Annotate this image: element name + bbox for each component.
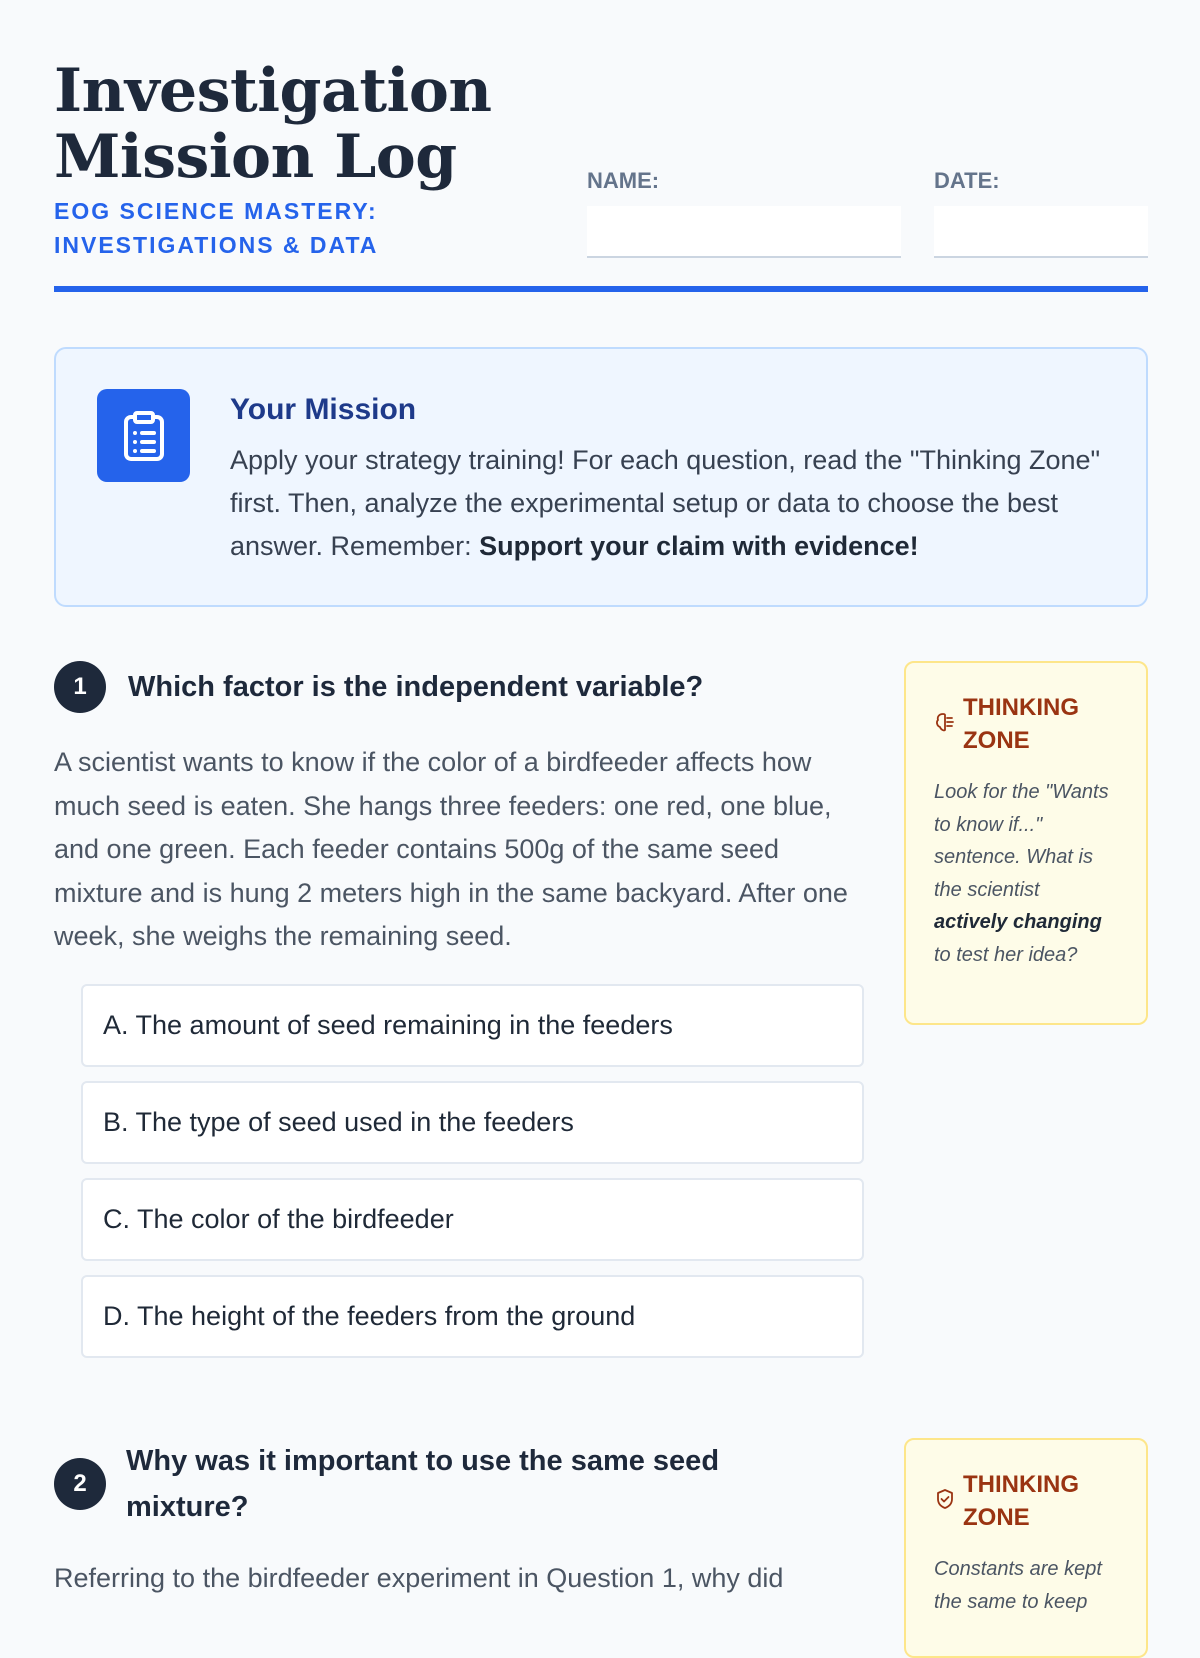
thinking-zone-2 <box>904 1438 1148 1658</box>
question-2-title: Why was it important to use the same seed mixture? <box>126 1445 720 1523</box>
question-1-number: 1 <box>54 661 106 713</box>
header-divider <box>54 286 1148 292</box>
title-line-1: Investigation <box>54 56 492 126</box>
thinking-zone-2-title: THINKING ZONE <box>963 1471 1079 1531</box>
name-label: NAME: <box>587 168 660 193</box>
worksheet-header <box>54 58 1148 294</box>
thinking-zone-1 <box>904 661 1148 1025</box>
clipboard-icon <box>97 389 190 482</box>
question-1-title: Which factor is the independent variable? <box>128 671 704 703</box>
question-1-option-c[interactable]: C. The color of the birdfeeder <box>81 1178 864 1261</box>
question-1-option-b[interactable]: B. The type of seed used in the feeders <box>81 1081 864 1164</box>
thinking-zone-1-text-bold: actively changing <box>934 911 1102 933</box>
subtitle-line-1: EOG SCIENCE MASTERY: <box>54 198 378 224</box>
question-2-text: Referring to the birdfeeder experiment in Question 1, why did <box>54 1563 784 1593</box>
brain-icon <box>934 711 956 733</box>
title-line-2: Mission Log <box>54 122 457 192</box>
date-label: DATE: <box>934 168 1000 193</box>
page-subtitle <box>54 194 454 262</box>
question-1-text: A scientist wants to know if the color of a birdfeeder affects how much seed is eaten. She hangs three feeders: one red, one blue, and one green. Each feeder contains 500g of the same seed mixture and is hung 2 meters high in the same backyard. After one week, she weighs the remaining seed. <box>54 747 848 951</box>
thinking-zone-1-title: THINKING ZONE <box>963 694 1079 754</box>
mission-box <box>54 347 1148 607</box>
subtitle-line-2: INVESTIGATIONS & DATA <box>54 232 379 258</box>
date-field[interactable] <box>934 206 1148 258</box>
page-title <box>54 58 574 190</box>
thinking-zone-1-text-after: to test her idea? <box>934 943 1078 966</box>
mission-text <box>230 439 1110 568</box>
question-1-option-d[interactable]: D. The height of the feeders from the ground <box>81 1275 864 1358</box>
thinking-zone-2-text: Constants are kept the same to keep <box>934 1558 1102 1613</box>
worksheet-page <box>54 0 1148 1613</box>
shield-icon <box>934 1488 956 1510</box>
mission-text-body: Apply your strategy training! For each question, read the "Thinking Zone" first. Then, analyze the experimental setup or data to choose the best answer. Remember: <box>230 445 1101 561</box>
question-2-number: 2 <box>54 1458 106 1510</box>
thinking-zone-1-text-before: Look for the "Wants to know if..." sentence. What is the scientist <box>934 781 1109 901</box>
mission-title: Your Mission <box>230 393 417 426</box>
mission-emphasis: Support your claim with evidence! <box>479 531 919 561</box>
name-field[interactable] <box>587 206 901 258</box>
question-1-option-a[interactable]: A. The amount of seed remaining in the feeders <box>81 984 864 1067</box>
thinking-zone-1-text <box>934 776 1114 971</box>
